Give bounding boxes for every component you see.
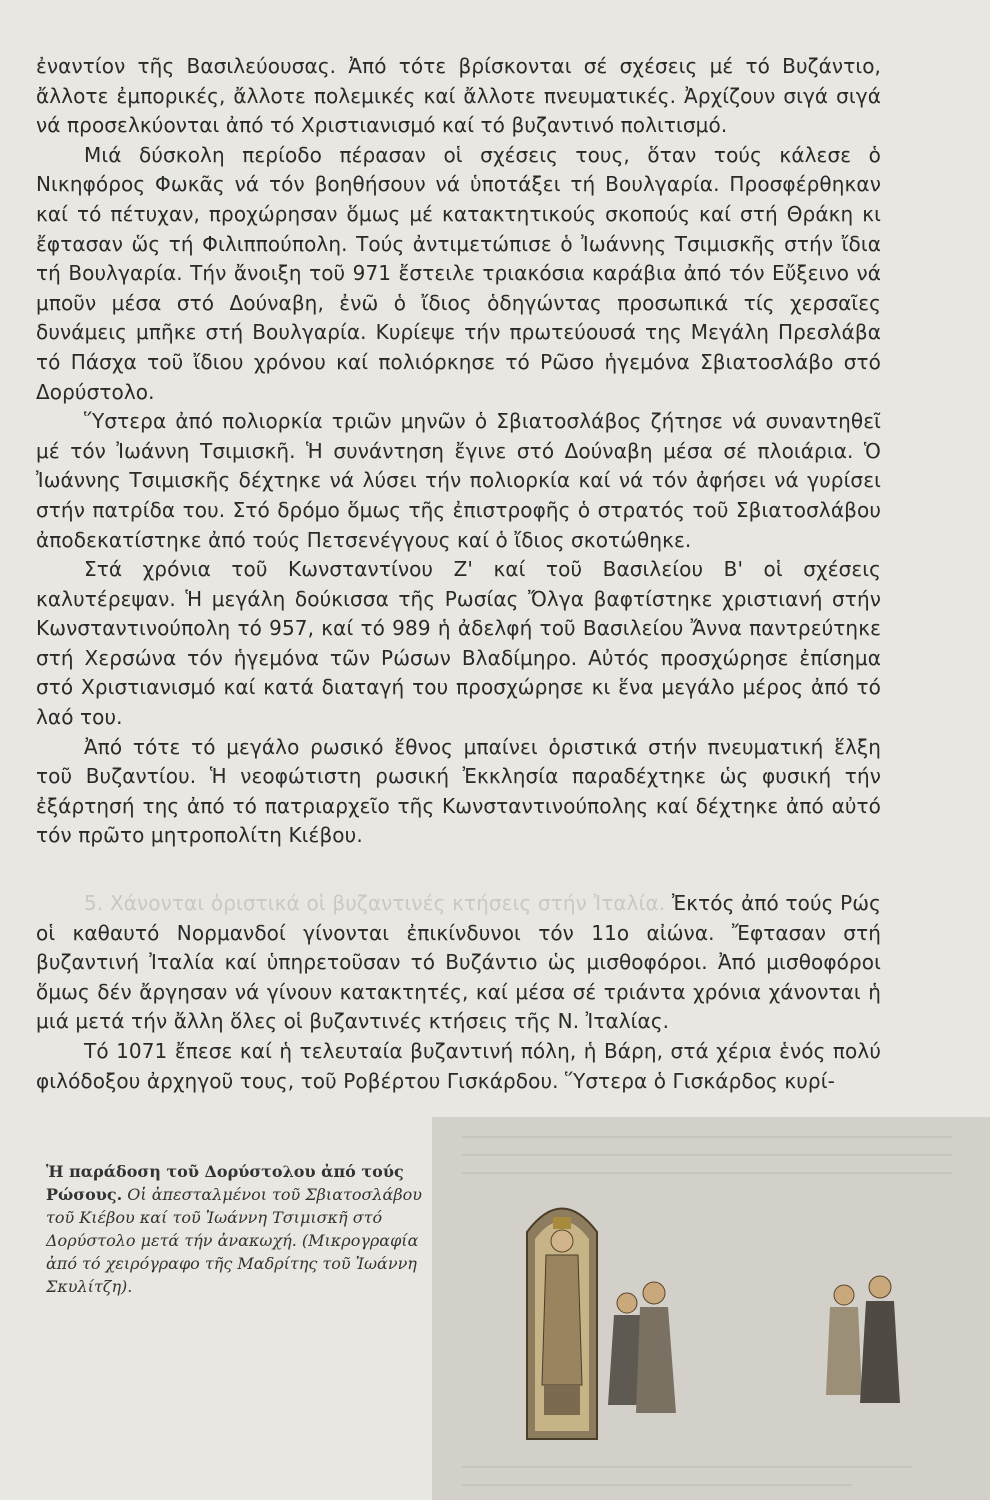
section-5-paragraph [36,889,881,1037]
paragraph-5: Ἀπό τότε τό μεγάλο ρωσικό ἔθνος μπαίνει ὁριστικά στήν πνευματική ἕλξη τοῦ Βυζαντίου. Ἡ νεοφώτιστη ρωσική Ἐκκλησία παραδέχτηκε ὡς φυσική τήν ἐξάρτησή της ἀπό τό πατριαρχεῖο τῆς Κωνσταντινούπολης καί δέχτηκε ἀπό αὐτό τόν πρῶτο μητροπολίτη Κιέβου. [36,734,881,848]
caption-title: Ἡ παράδοση τοῦ Δορύστολου ἀπό τούς Ρώσους. [46,1162,404,1204]
section-5-text: Ἐκτός ἀπό τούς Ρώς οἱ καθαυτό Νορμανδοί γίνονται ἐπικίνδυνοι τόν 11ο αἰώνα. Ἔφτασαν στή βυζαντινή Ἰταλία καί ὑπηρετοῦσαν τό Βυζάντιο ὡς μισθοφόροι. Ἀπό μισθοφόροι ὅμως δέν ἄργησαν νά γίνουν κατακτητές, καί μέσα σέ τριάντα χρόνια χάνονται ἡ μιά μετά τήν ἄλλη ὅλες οἱ βυζαντινές κτήσεις τῆς Ν. Ἰταλίας. [36,891,881,1034]
caption-body: Οἱ ἀπεσταλμένοι τοῦ Σβιατοσλάβου τοῦ Κιέβου καί τοῦ Ἰωάννη Τσιμισκῆ στό Δορύστολο μετά τήν ἀνακωχή. (Μικρογραφία ἀπό τό χειρόγραφο τῆς Μαδρίτης τοῦ Ἰωάννη Σκυλίτζη). [46,1185,422,1296]
figure-caption [46,1160,426,1298]
paragraph-1: ἐναντίον τῆς Βασιλεύουσας. Ἀπό τότε βρίσκονται σέ σχέσεις μέ τό Βυζάντιο, ἄλλοτε ἐμπορικές, ἄλλοτε πολεμικές καί ἄλλοτε πνευματικές. Ἀρχίζουν σιγά σιγά νά προσελκύονται ἀπό τό Χριστιανισμό καί τό βυζαντινό πολιτισμό. [36,54,881,138]
paragraph-4: Στά χρόνια τοῦ Κωνσταντίνου Ζ' καί τοῦ Βασιλείου Β' οἱ σχέσεις καλυτέρεψαν. Ἡ μεγάλη δούκισσα τῆς Ρωσίας Ὄλγα βαφτίστηκε χριστιανή στήν Κωνσταντινούπολη τό 957, καί τό 989 ἡ ἀδελφή τοῦ Βασιλείου Ἄννα παντρεύτηκε στή Χερσώνα τόν ἡγεμόνα τῶν Ρώσων Βλαδίμηρο. Αὐτός προσχώρησε ἐπίσημα στό Χριστιανισμό καί κατά διαταγή του προσχώρησε κι ἕνα μεγάλο μέρος ἀπό τό λαό του. [36,557,881,730]
miniature-illustration [432,1117,990,1500]
paragraph-3: Ὕστερα ἀπό πολιορκία τριῶν μηνῶν ὁ Σβιατοσλάβος ζήτησε νά συναντηθεῖ μέ τόν Ἰωάννη Τσιμισκῆ. Ἡ συνάντηση ἔγινε στό Δούναβη μέσα σέ πλοιάρια. Ὁ Ἰωάννης Τσιμισκῆς δέχτηκε νά λύσει τήν πολιορκία καί νά τόν ἀφήσει νά γυρίσει στήν πατρίδα του. Στό δρόμο ὅμως τῆς ἐπιστροφῆς ὁ στρατός τοῦ Σβιατοσλάβου ἀποδεκατίστηκε ἀπό τούς Πετσενέγγους καί ὁ ἴδιος σκοτώθηκε. [36,409,881,552]
manuscript-miniature [432,1117,990,1500]
paragraph-7: Τό 1071 ἔπεσε καί ἡ τελευταία βυζαντινή πόλη, ἡ Βάρη, στά χέρια ἑνός πολύ φιλόδοξου ἀρχηγοῦ τους, τοῦ Ροβέρτου Γισκάρδου. Ὕστερα ὁ Γισκάρδος κυρί- [36,1039,881,1093]
paragraph-2: Μιά δύσκολη περίοδο πέρασαν οἱ σχέσεις τους, ὅταν τούς κάλεσε ὁ Νικηφόρος Φωκᾶς νά τόν βοηθήσουν νά ὑποτάξει τή Βουλγαρία. Προσφέρθηκαν καί τό πέτυχαν, προχώρησαν ὅμως μέ κατακτητικούς σκοπούς καί στή Θράκη κι ἔφτασαν ὥς τή Φιλιππούπολη. Τούς ἀντιμετώπισε ὁ Ἰωάννης Τσιμισκῆς στήν ἴδια τή Βουλγαρία. Τήν ἄνοιξη τοῦ 971 ἔστειλε τριακόσια καράβια ἀπό τόν Εὔξεινο νά μποῦν μέσα στό Δούναβη, ἐνῶ ὁ ἴδιος ὁδηγώντας προσωπικά τίς χερσαῖες δυνάμεις μπῆκε στή Βουλγαρία. Κυρίεψε τήν πρωτεύουσά της Μεγάλη Πρεσλάβα τό Πάσχα τοῦ ἴδιου χρόνου καί πολιόρκησε τό Ρῶσο ἡγεμόνα Σβιατοσλάβο στό Δορύστολο. [36,142,881,404]
main-text [36,52,881,1096]
section-heading: 5. Χάνονται ὁριστικά οἱ βυζαντινές κτήσεις στήν Ἰταλία. [84,891,666,916]
